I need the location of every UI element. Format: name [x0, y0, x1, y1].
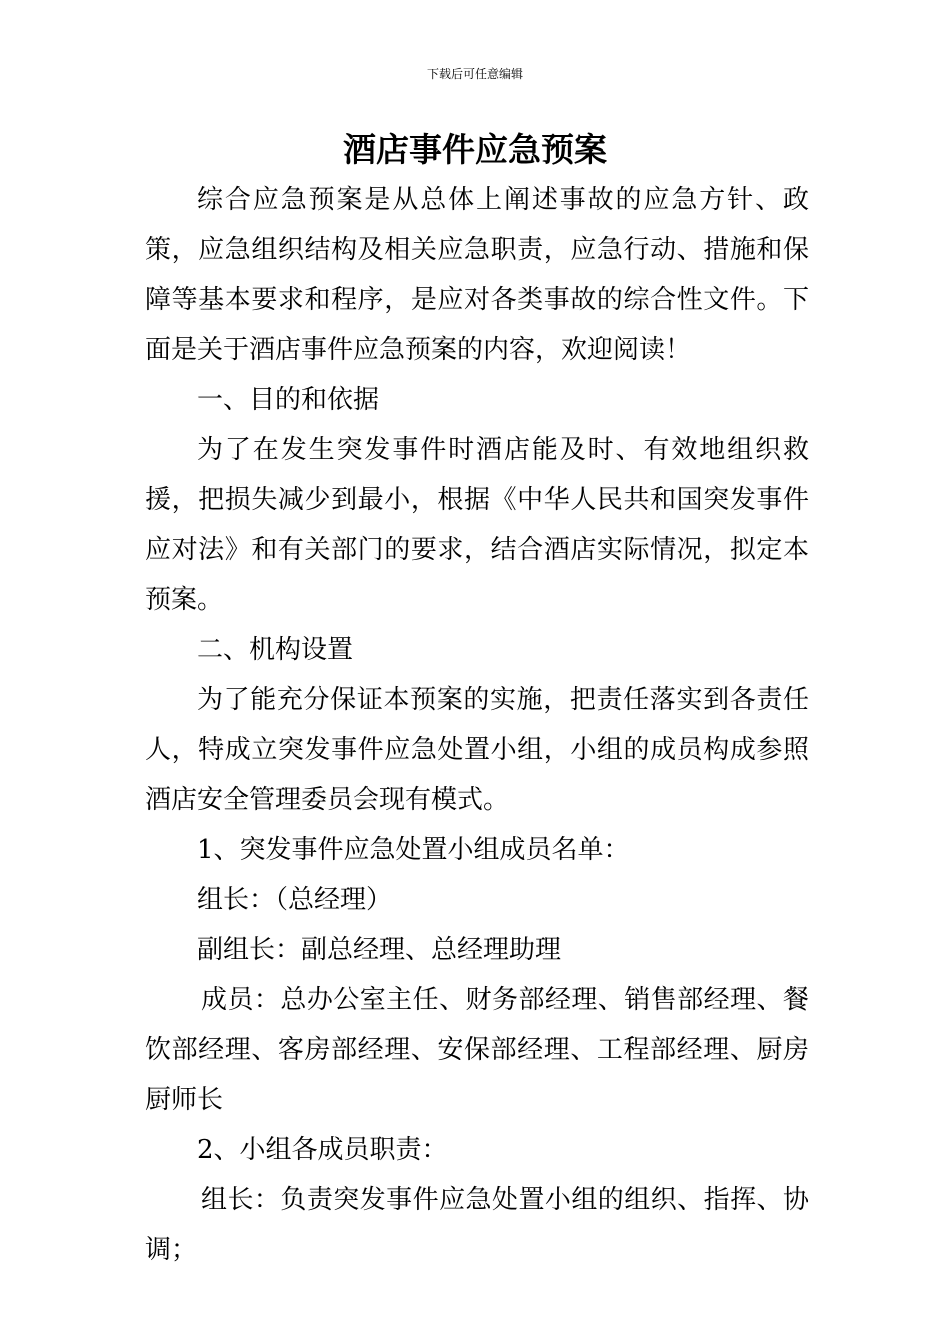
- page-title: 酒店事件应急预案: [343, 130, 607, 169]
- section-heading-purpose: 一、目的和依据: [197, 385, 380, 415]
- intro-paragraph: 综合应急预案是从总体上阐述事故的应急方针、政策，应急组织结构及相关应急职责，应急行动、措施和保障等基本要求和程序，是应对各类事故的综合性文件。下面是关于酒店事件应急预案的内容，欢迎阅读！: [145, 185, 809, 365]
- duties-heading: 2、小组各成员职责：: [197, 1135, 448, 1165]
- document-body: [145, 175, 809, 1275]
- organization-paragraph: 为了能充分保证本预案的实施，把责任落实到各责任人，特成立突发事件应急处置小组，小组的成员构成参照酒店安全管理委员会现有模式。: [145, 685, 809, 815]
- leader-duty-paragraph: 组长：负责突发事件应急处置小组的组织、指挥、协调；: [145, 1185, 809, 1265]
- members-paragraph: 成员：总办公室主任、财务部经理、销售部经理、餐饮部经理、客房部经理、安保部经理、工程部经理、厨房厨师长: [145, 985, 809, 1115]
- member-list-heading: 1、突发事件应急处置小组成员名单：: [197, 835, 630, 865]
- deputy-leader-line: 副组长：副总经理、总经理助理: [197, 935, 562, 965]
- purpose-paragraph: 为了在发生突发事件时酒店能及时、有效地组织救援，把损失减少到最小，根据《中华人民共和国突发事件应对法》和有关部门的要求，结合酒店实际情况，拟定本预案。: [145, 435, 809, 615]
- header-note: 下载后可任意编辑: [426, 67, 523, 81]
- leader-line: 组长：（总经理）: [197, 885, 393, 915]
- section-heading-organization: 二、机构设置: [197, 635, 354, 665]
